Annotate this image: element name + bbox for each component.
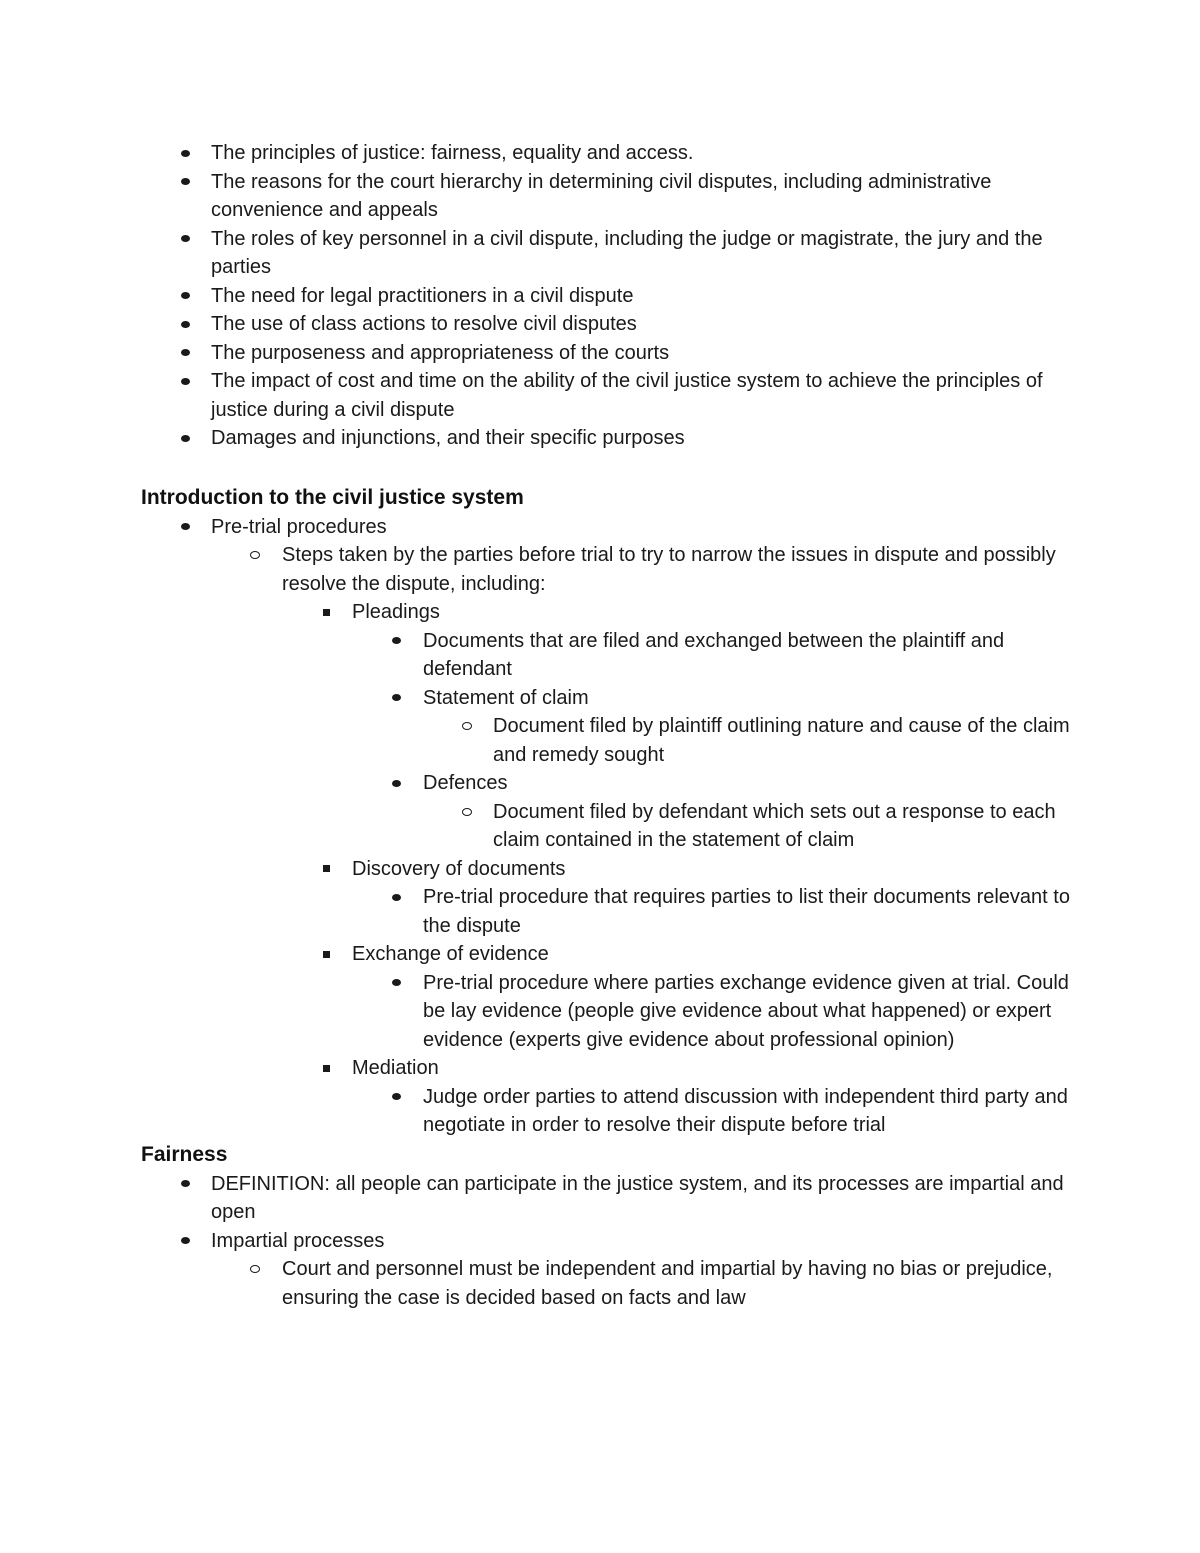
list-item: The purposeness and appropriateness of the courts <box>141 339 1071 368</box>
square-bullet-icon <box>316 1054 336 1083</box>
list-item: Documents that are filed and exchanged between the plaintiff and defendant <box>141 627 1071 684</box>
square-bullet-icon <box>316 598 336 627</box>
filled-bullet-icon <box>386 627 406 656</box>
filled-bullet-icon <box>175 310 195 339</box>
list-item-pleadings: Pleadings <box>141 598 1071 627</box>
filled-bullet-icon <box>175 367 195 396</box>
list-item-mediation: Mediation <box>141 1054 1071 1083</box>
hollow-bullet-icon <box>457 798 477 827</box>
filled-bullet-icon <box>175 139 195 168</box>
filled-bullet-icon <box>175 282 195 311</box>
list-item-impartial-processes: Impartial processes <box>141 1227 1071 1256</box>
list-item: Court and personnel must be independent and impartial by having no bias or prejudice, ensuring the case is decided based on facts and law <box>141 1255 1071 1312</box>
list-item-statement-of-claim: Statement of claim <box>141 684 1071 713</box>
hollow-bullet-icon <box>457 712 477 741</box>
filled-bullet-icon <box>386 769 406 798</box>
spacer <box>141 453 1071 483</box>
list-item-steps: Steps taken by the parties before trial to try to narrow the issues in dispute and possibly resolve the dispute, including: <box>141 541 1071 598</box>
list-item: Document filed by plaintiff outlining nature and cause of the claim and remedy sought <box>141 712 1071 769</box>
hollow-bullet-icon <box>245 541 265 570</box>
fairness-heading: Fairness <box>141 1142 228 1166</box>
filled-bullet-icon <box>386 684 406 713</box>
list-item: The reasons for the court hierarchy in determining civil disputes, including administrative convenience and appeals <box>141 168 1071 225</box>
hollow-bullet-icon <box>245 1255 265 1284</box>
filled-bullet-icon <box>386 883 406 912</box>
list-item-exchange-of-evidence: Exchange of evidence <box>141 940 1071 969</box>
list-item-definition: DEFINITION: all people can participate in the justice system, and its processes are impartial and open <box>141 1170 1071 1227</box>
list-item: Damages and injunctions, and their specific purposes <box>141 424 1071 453</box>
list-item: Pre-trial procedure that requires parties to list their documents relevant to the dispute <box>141 883 1071 940</box>
square-bullet-icon <box>316 940 336 969</box>
list-item: The roles of key personnel in a civil dispute, including the judge or magistrate, the jury and the parties <box>141 225 1071 282</box>
list-item: The use of class actions to resolve civil disputes <box>141 310 1071 339</box>
square-bullet-icon <box>316 855 336 884</box>
list-item: The need for legal practitioners in a civil dispute <box>141 282 1071 311</box>
filled-bullet-icon <box>175 339 195 368</box>
list-item: Document filed by defendant which sets out a response to each claim contained in the statement of claim <box>141 798 1071 855</box>
fairness-list <box>141 1170 1071 1313</box>
filled-bullet-icon <box>175 1170 195 1199</box>
filled-bullet-icon <box>175 1227 195 1256</box>
list-item-defences: Defences <box>141 769 1071 798</box>
list-item-discovery: Discovery of documents <box>141 855 1071 884</box>
filled-bullet-icon <box>175 168 195 197</box>
filled-bullet-icon <box>175 424 195 453</box>
filled-bullet-icon <box>386 1083 406 1112</box>
document-body <box>141 139 1071 1312</box>
list-item: Judge order parties to attend discussion with independent third party and negotiate in order to resolve their dispute before trial <box>141 1083 1071 1140</box>
intro-list <box>141 513 1071 1140</box>
list-item: The principles of justice: fairness, equality and access. <box>141 139 1071 168</box>
list-item: The impact of cost and time on the ability of the civil justice system to achieve the principles of justice during a civil dispute <box>141 367 1071 424</box>
filled-bullet-icon <box>386 969 406 998</box>
list-item-pretrial: Pre-trial procedures <box>141 513 1071 542</box>
filled-bullet-icon <box>175 225 195 254</box>
filled-bullet-icon <box>175 513 195 542</box>
objectives-list <box>141 139 1071 453</box>
intro-heading: Introduction to the civil justice system <box>141 485 524 509</box>
list-item: Pre-trial procedure where parties exchange evidence given at trial. Could be lay evidence (people give evidence about what happened) or expert evidence (experts give evidence about professional opinion) <box>141 969 1071 1055</box>
